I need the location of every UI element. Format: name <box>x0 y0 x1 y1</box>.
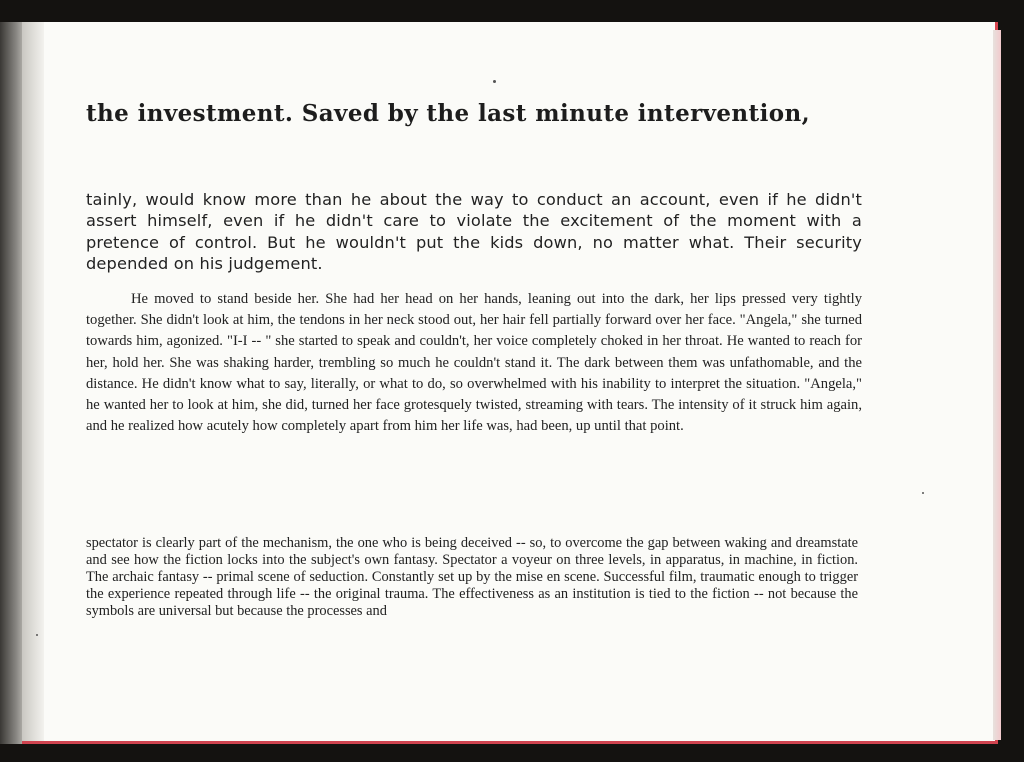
paragraph-sans: tainly, would know more than he about the way to conduct an account, even if he didn't assert himself, even if he didn't care to violate the excitement of the moment with a pretence of control. But he wouldn't put the kids down, no matter what. Their security depended on his judgement. <box>86 190 862 273</box>
paper-speck <box>922 492 924 494</box>
paragraph-essay: spectator is clearly part of the mechanism, the one who is being deceived -- so, to overcome the gap between waking and dreamstate and see how the fiction locks into the subject's own fantasy. Spectator a voyeur on three levels, in apparatus, in machine, in fiction. The archaic fantasy -- primal scene of seduction. Constantly set up by the mise en scene. Successful film, traumatic enough to trigger the experience repeated through life -- the original trauma. The effectiveness as an institution is tied to the fiction -- not because the symbols are universal but because the processes and <box>86 535 858 619</box>
paper-speck <box>493 80 496 83</box>
paragraph-narrative: He moved to stand beside her. She had her head on her hands, leaning out into the dark, her lips pressed very tightly together. She didn't look at him, the tendons in her neck stood out, her hair fell partially forward over her face. "Angela," she turned towards him, agonized. "I-I -- " she started to speak and couldn't, her voice completely choked in her throat. He wanted to reach for her, hold her. She was shaking harder, trembling so much he couldn't stand it. The dark between them was unfathomable, and the distance. He didn't know what to say, literally, or what to do, so overwhelmed with his inability to interpret the situation. "Angela," he wanted her to look at him, she did, turned her face grotesquely twisted, streaming with tears. The intensity of it struck him again, and he realized how acutely how completely apart from him her life was, had been, up until that point. <box>86 291 862 435</box>
page-headline: the investment. Saved by the last minute intervention, <box>86 100 810 127</box>
page-edge <box>993 30 1001 740</box>
book-page <box>22 22 998 744</box>
paper-speck <box>36 634 38 636</box>
